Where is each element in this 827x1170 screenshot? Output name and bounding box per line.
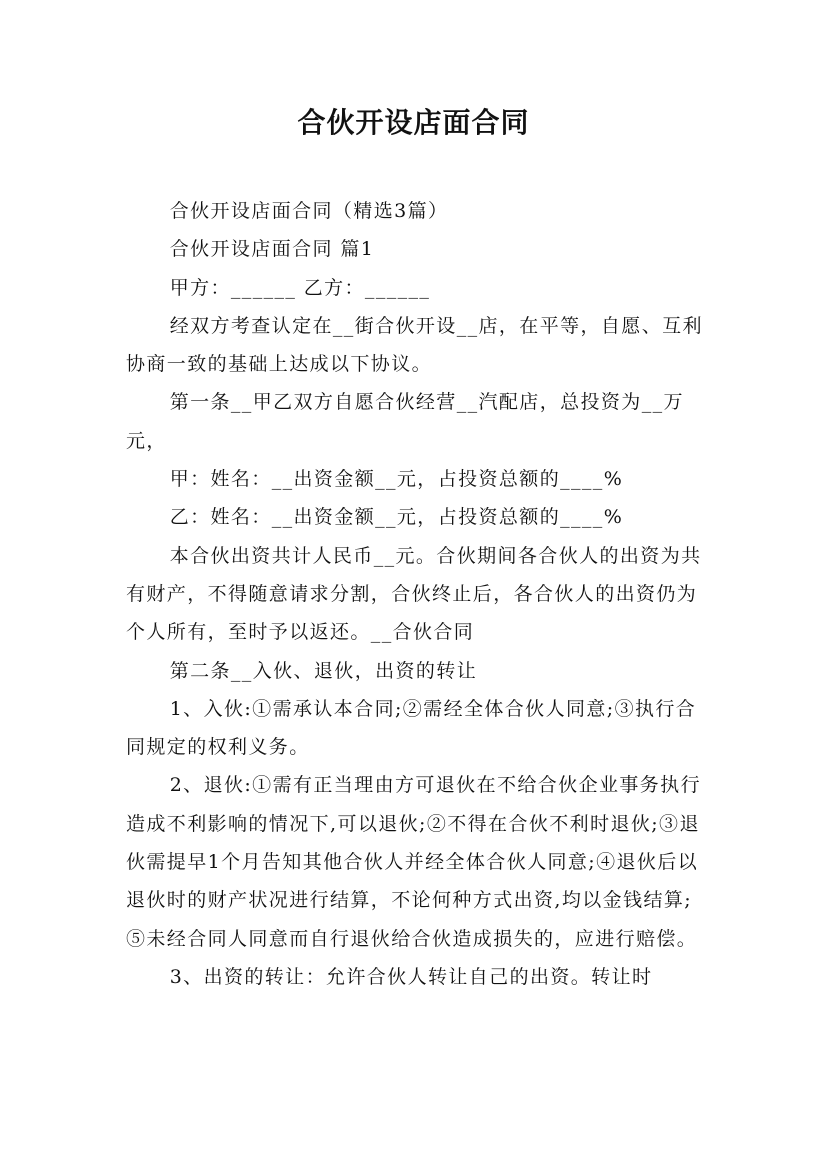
paragraph-section-heading: 合伙开设店面合同 篇1 bbox=[169, 238, 375, 261]
paragraph-party-a-investment: 甲：姓名：__出资金额__元，占投资总额的____% bbox=[169, 468, 624, 491]
paragraph-transfer: 3、出资的转让：允许合伙人转让自己的出资。转让时 bbox=[169, 965, 653, 988]
paragraph-preamble: 经双方考查认定在__街合伙开设__店，在平等，自愿、互利协商一致的基础上达成以下协议。 bbox=[126, 314, 703, 376]
document-title: 合伙开设店面合同 bbox=[297, 106, 530, 139]
document-body bbox=[126, 192, 708, 996]
paragraph-article-2: 第二条__入伙、退伙，出资的转让 bbox=[169, 659, 478, 682]
paragraph-parties: 甲方：______ 乙方：______ bbox=[169, 276, 431, 299]
paragraph-withdrawal: 2、退伙:①需有正当理由方可退伙在不给合伙企业事务执行造成不利影响的情况下,可以退伙;②不得在合伙不利时退伙;③退伙需提早1个月告知其他合伙人并经全体合伙人同意;④退伙后以退伙时的财产状况进行结算，不论何种方式出资,均以金钱结算;⑤未经合同人同意而自行退伙给合伙造成损失的，应进行赔偿。 bbox=[126, 774, 701, 950]
paragraph-joining: 1、入伙:①需承认本合同;②需经全体合伙人同意;③执行合同规定的权利义务。 bbox=[126, 697, 697, 759]
paragraph-total-capital: 本合伙出资共计人民币__元。合伙期间各合伙人的出资为共有财产，不得随意请求分割，合伙终止后，各合伙人的出资仍为个人所有，至时予以返还。__合伙合同 bbox=[126, 544, 702, 644]
paragraph-party-b-investment: 乙：姓名：__出资金额__元，占投资总额的____% bbox=[169, 506, 624, 529]
paragraph-subtitle: 合伙开设店面合同（精选3篇） bbox=[169, 200, 449, 222]
paragraph-article-1: 第一条__甲乙双方自愿合伙经营__汽配店，总投资为__万元， bbox=[126, 391, 684, 452]
